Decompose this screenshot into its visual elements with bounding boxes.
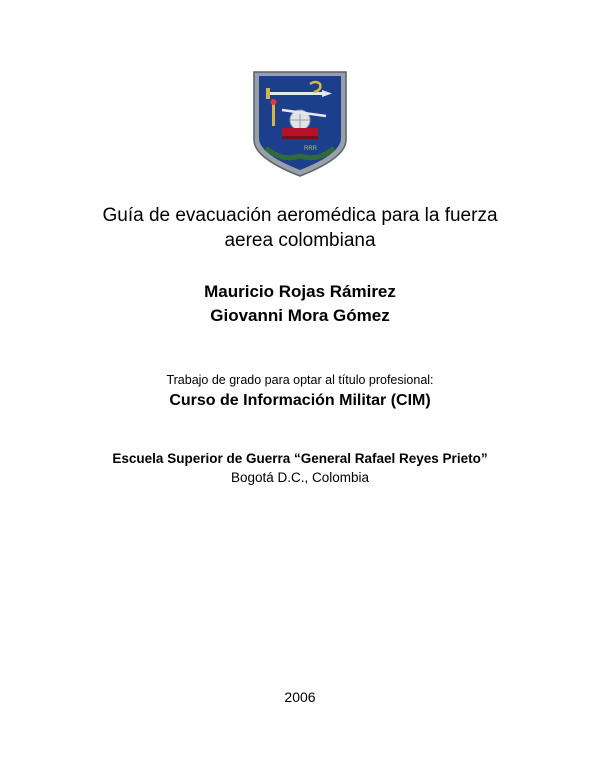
author-name: Giovanni Mora Gómez: [210, 306, 390, 325]
degree-title: Curso de Información Militar (CIM): [169, 392, 431, 409]
document-title: Guía de evacuación aeromédica para la fuerza aerea colombiana: [102, 205, 498, 251]
school-name: Escuela Superior de Guerra “General Rafael Reyes Prieto”: [112, 451, 488, 466]
degree-intro: Trabajo de grado para optar al título profesional:: [166, 373, 434, 387]
shield-emblem-icon: [252, 70, 348, 178]
svg-text:RRR: RRR: [304, 146, 317, 152]
publication-year: 2006: [284, 689, 316, 705]
author-name: Mauricio Rojas Rámirez: [204, 282, 396, 301]
city-location: Bogotá D.C., Colombia: [230, 470, 370, 485]
authors-block: [0, 280, 600, 328]
